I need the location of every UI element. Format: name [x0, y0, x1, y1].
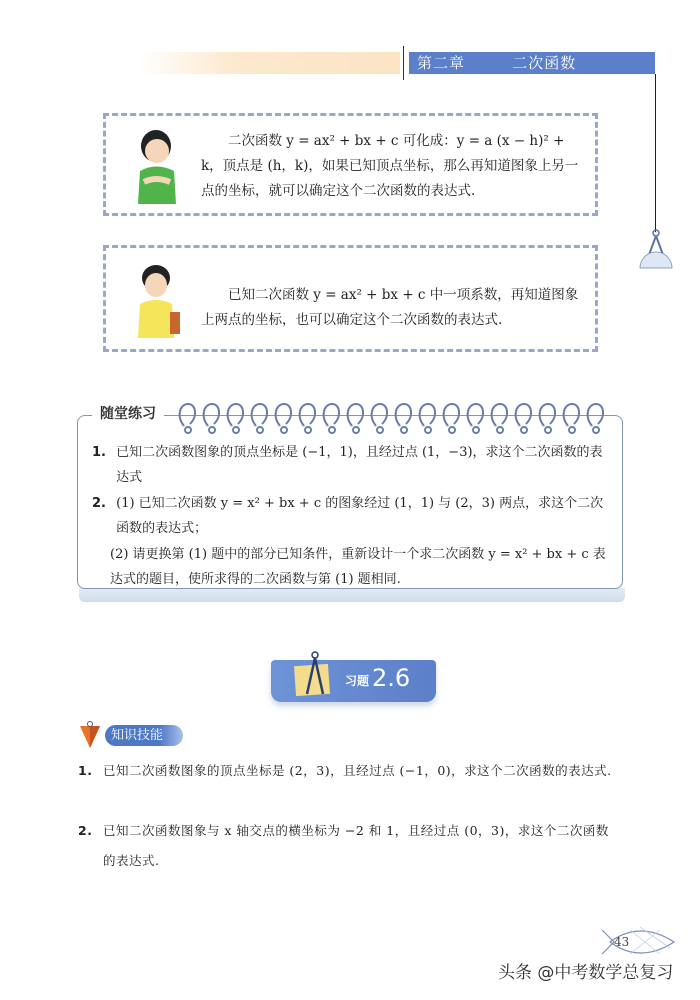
header-divider — [403, 46, 404, 80]
exercise-item-2: 2. 已知二次函数图象与 x 轴交点的横坐标为 −2 和 1，且经过点 (0，3)，求这个二次函数的表达式. — [78, 823, 609, 868]
tip-box-boy — [103, 113, 598, 216]
section-knowledge-skills: 知识技能 — [105, 725, 183, 746]
watermark: 头条 @中考数学总复习 — [498, 963, 674, 983]
compass-string — [655, 74, 656, 232]
practice-question-2: 2. (1) 已知二次函数 y = x² + bx + c 的图象经过 (1，1) 与 (2，3) 两点，求这个二次函数的表达式； — [92, 496, 604, 536]
tip-text: 二次函数 y = ax² + bx + c 可化成：y = a (x − h)² + k，顶点是 (h，k)，如果已知顶点坐标，那么再知道图象上另一点的坐标，就可以确定这个二次函数的表达式. — [201, 133, 579, 199]
exercise-number: 2.6 — [372, 664, 411, 692]
tip-text: 已知二次函数 y = ax² + bx + c 中一项系数，再知道图象上两点的坐标，也可以确定这个二次函数的表达式. — [201, 287, 579, 328]
header-decoration — [140, 52, 400, 74]
boy-avatar-icon — [126, 126, 188, 204]
compass-icon — [303, 650, 327, 696]
girl-avatar-icon — [124, 260, 186, 338]
spiral-binding-icon — [176, 400, 626, 436]
practice-question-1: 1. 已知二次函数图象的顶点坐标是 (−1，1)，且经过点 (1，−3)，求这个二次函数的表达式 — [92, 445, 603, 485]
chapter-title: 第二章 二次函数 — [409, 52, 655, 74]
exercise-item-1: 1. 已知二次函数图象的顶点坐标是 (2，3)，且经过点 (−1，0)，求这个二次函数的表达式. — [78, 763, 612, 778]
practice-question-2-part-2: (2) 请更换第 (1) 题中的部分已知条件，重新设计一个求二次函数 y = x² + bx + c 表达式的题目，使所求得的二次函数与第 (1) 题相同. — [110, 547, 606, 587]
pencil-marker-icon — [78, 720, 102, 750]
practice-title: 随堂练习 — [92, 402, 164, 426]
tip-box-girl — [103, 245, 598, 352]
fish-page-ornament-icon — [600, 922, 680, 962]
exercise-label: 习题 — [345, 674, 370, 688]
compass-icon — [636, 228, 676, 273]
page-number: 43 — [614, 935, 630, 949]
